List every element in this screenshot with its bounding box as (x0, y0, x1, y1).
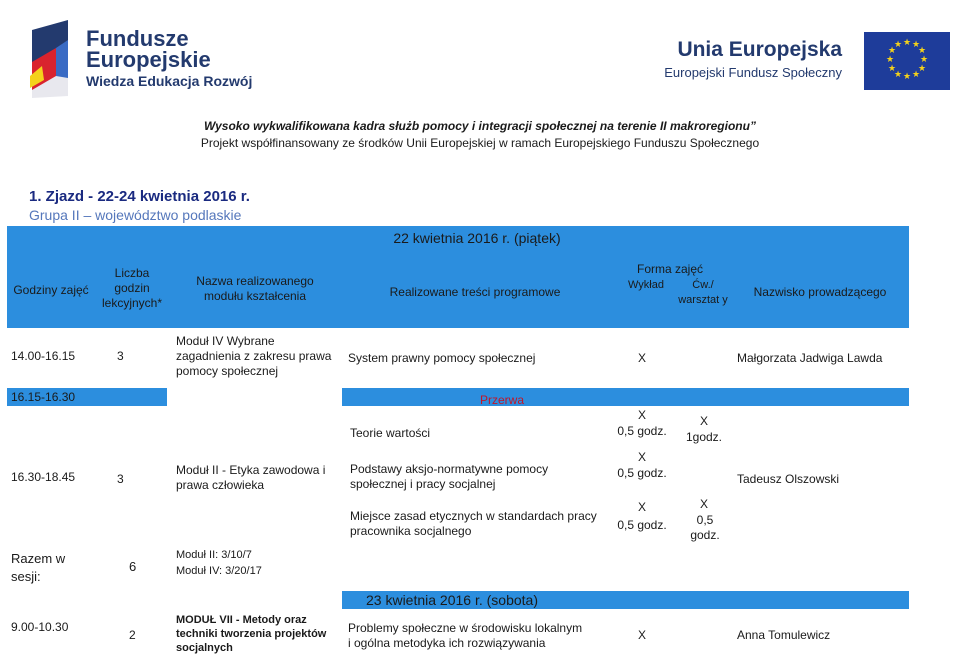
eu-flag-icon (864, 32, 950, 90)
sum-count: 6 (129, 559, 137, 574)
zjazd-title: 1. Zjazd - 22-24 kwietnia 2016 r. (29, 188, 250, 205)
svg-text:★: ★ (902, 38, 912, 48)
r1-count: 3 (117, 349, 124, 363)
sum-label: Razem w sesji: (11, 551, 66, 584)
svg-text:★: ★ (885, 55, 895, 65)
col-hours: Godziny zajęć (13, 283, 89, 297)
group-subtitle: Grupa II – województwo podlaskie (29, 207, 242, 223)
r2-hours: 16.30-18.45 (11, 470, 76, 484)
day2-title: 23 kwietnia 2016 r. (sobota) (366, 592, 538, 608)
fe-title: Fundusze Europejskie (86, 26, 211, 72)
r2a-content: Teorie wartości (350, 426, 431, 440)
r3-teacher: Anna Tomulewicz (737, 628, 831, 642)
ue-title: Unia Europejska (677, 38, 842, 61)
sum-module-1: Moduł II: 3/10/7 (176, 549, 252, 561)
r2a-workshop-hours: 1godz. (685, 430, 723, 444)
project-title: Wysoko wykwalifikowana kadra służb pomocy i integracji społecznej na terenie II makroregionu” (204, 119, 756, 133)
ue-logo-text (664, 38, 842, 80)
ue-subtitle: Europejski Fundusz Społeczny (664, 65, 842, 80)
r1-module: Moduł IV Wybrane zagadnienia z zakresu prawa pomocy społecznej (176, 334, 332, 378)
r2c-workshop-hours: 0,5 godz. (690, 513, 720, 542)
svg-text:★: ★ (887, 64, 897, 74)
r3-count: 2 (129, 628, 136, 642)
fe-subtitle: Wiedza Edukacja Rozwój (86, 73, 253, 89)
r3-lecture: X (638, 628, 647, 642)
break-label: Przerwa (479, 393, 524, 407)
r1-content: System prawny pomocy społecznej (348, 351, 536, 365)
col-lecture: Wykład (628, 279, 664, 291)
col-workshop: Ćw./ warsztat y (678, 279, 728, 306)
col-forma: Forma zajęć (636, 262, 704, 276)
svg-text:★: ★ (917, 46, 927, 56)
col-module: Nazwa realizowanego modułu kształcenia (196, 274, 314, 303)
r2a-lecture-hours: 0,5 godz. (617, 424, 667, 438)
svg-text:★: ★ (911, 40, 921, 50)
svg-text:★: ★ (911, 70, 921, 80)
r2-teacher: Tadeusz Olszowski (737, 472, 840, 486)
svg-text:★: ★ (893, 40, 903, 50)
fe-logo-text (86, 28, 252, 88)
r3-module: MODUŁ VII - Metody oraz techniki tworzenia projektów socjalnych (176, 614, 327, 654)
svg-text:★: ★ (919, 55, 929, 65)
r2a-lecture-x: X (637, 408, 646, 422)
r2c-content: Miejsce zasad etycznych w standardach pracy pracownika socjalnego (350, 509, 597, 538)
sum-module-2: Moduł IV: 3/20/17 (176, 565, 262, 577)
r2-count: 3 (117, 472, 124, 486)
svg-text:★: ★ (902, 72, 912, 82)
r1-lecture: X (638, 351, 647, 365)
r2c-lecture-hours: 0,5 godz. (617, 518, 667, 532)
r2-module: Moduł II - Etyka zawodowa i prawa człowieka (176, 463, 326, 492)
col-count: Liczba godzin lekcyjnych* (101, 266, 163, 310)
r3-hours: 9.00-10.30 (11, 620, 69, 634)
r2a-workshop-x: X (699, 414, 708, 428)
r1-hours: 14.00-16.15 (11, 349, 76, 363)
cofinance-note: Projekt współfinansowany ze środków Unii Europejskiej w ramach Europejskiego Funduszu Społecznego (200, 136, 760, 150)
r2b-lecture-x: X (637, 450, 646, 464)
day1-title: 22 kwietnia 2016 r. (piątek) (393, 230, 561, 246)
col-teacher: Nazwisko prowadzącego (753, 285, 887, 299)
svg-text:★: ★ (893, 70, 903, 80)
r2c-lecture-x: X (637, 500, 646, 514)
break-hours: 16.15-16.30 (11, 390, 76, 404)
svg-text:★: ★ (917, 64, 927, 74)
r2b-lecture-hours: 0,5 godz. (617, 466, 667, 480)
r3-content: Problemy społeczne w środowisku lokalnym i ogólna metodyka ich rozwiązywania (348, 621, 583, 650)
col-content: Realizowane treści programowe (389, 285, 561, 299)
r2c-workshop-x: X (699, 497, 708, 511)
fe-logo-mark (26, 18, 86, 100)
r1-teacher: Małgorzata Jadwiga Lawda (737, 351, 883, 365)
r2b-content: Podstawy aksjo-normatywne pomocy społecznej i pracy socjalnej (350, 462, 549, 491)
svg-text:★: ★ (887, 46, 897, 56)
